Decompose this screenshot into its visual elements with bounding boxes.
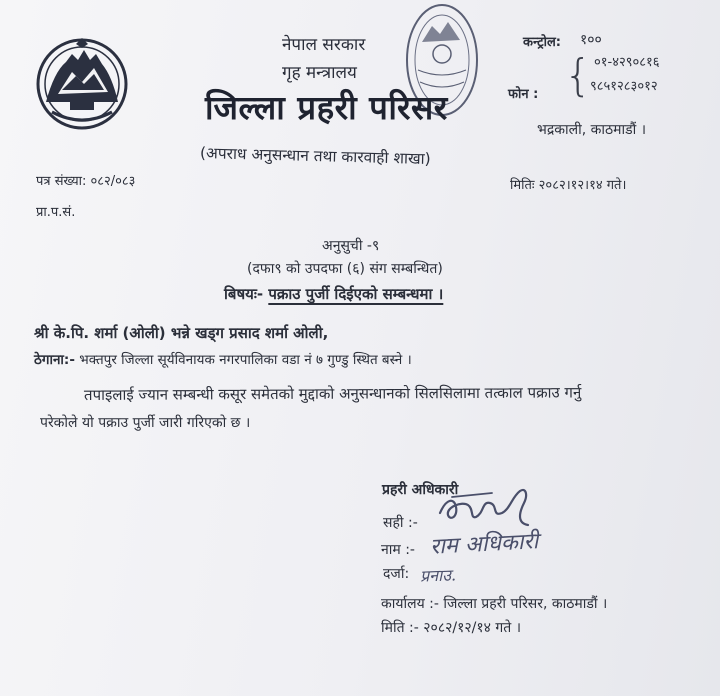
subject-text: पक्राउ पुर्जी दिईएको सम्बन्धमा । [268, 285, 444, 303]
office-title: जिल्ला प्रहरी परिसर [205, 88, 448, 127]
rank-label: दर्जा: [383, 566, 410, 582]
phone-brace: { [564, 50, 592, 101]
phone-number-2: ९८५१२८३०१२ [590, 79, 658, 94]
ministry-name: गृह मन्त्रालय [282, 63, 357, 83]
addressee-address-line [34, 350, 412, 368]
phone-label: फोन : [508, 87, 539, 102]
addressee-name: श्री के.पि. शर्मा (ओली) भन्ने खड्ग प्रसाद शर्मा ओली, [34, 324, 329, 342]
office-code: प्रा.प.सं. [36, 205, 76, 220]
phone-number-1: ०१-४२९०८१६ [594, 55, 660, 70]
signatory-office: कार्यालय :- जिल्ला प्रहरी परिसर, काठमाडौं । [381, 596, 608, 612]
signatory-title: प्रहरी अधिकारी [382, 482, 459, 498]
body-line-2: परेकोले यो पक्राउ पुर्जी जारी गरिएको छ । [40, 415, 251, 431]
signature-label: सही :- [383, 515, 418, 531]
name-label: नाम :- [381, 542, 415, 558]
handwritten-name: राम अधिकारी [429, 529, 539, 560]
letter-date: मितिः २०८२।१२।१४ गते। [510, 178, 627, 193]
control-number: १०० [580, 32, 602, 48]
letter-number: पत्र संख्या: ०८२/०८३ [36, 174, 136, 189]
nepal-emblem-icon [32, 32, 132, 132]
subject-label: बिषयः- [224, 285, 264, 303]
government-name: नेपाल सरकार [282, 35, 366, 55]
handwritten-rank: प्रनाउ. [419, 565, 457, 586]
schedule-clause: (दफा९ को उपदफा (६) संग सम्बन्धित) [247, 261, 443, 277]
body-line-1: तपाइलाई ज्यान सम्बन्धी कसूर समेतको मुद्दाको अनुसन्धानको सिलसिलामा तत्काल पक्राउ गर्नु [83, 383, 582, 404]
office-location: भद्रकाली, काठमाडौं । [537, 122, 647, 138]
address-label: ठेगाना:- [34, 352, 75, 368]
address-text: भक्तपुर जिल्ला सूर्यविनायक नगरपालिका वडा नं ७ गुण्डु स्थित बस्ने । [79, 352, 412, 368]
branch-name: (अपराध अनुसन्धान तथा कारवाही शाखा) [199, 144, 431, 169]
control-label: कन्ट्रोल: [523, 35, 561, 50]
subject-line [224, 284, 443, 304]
signatory-date: मिति :- २०८२/१२/१४ गते । [381, 620, 522, 636]
schedule-title: अनुसुची -९ [322, 238, 380, 254]
